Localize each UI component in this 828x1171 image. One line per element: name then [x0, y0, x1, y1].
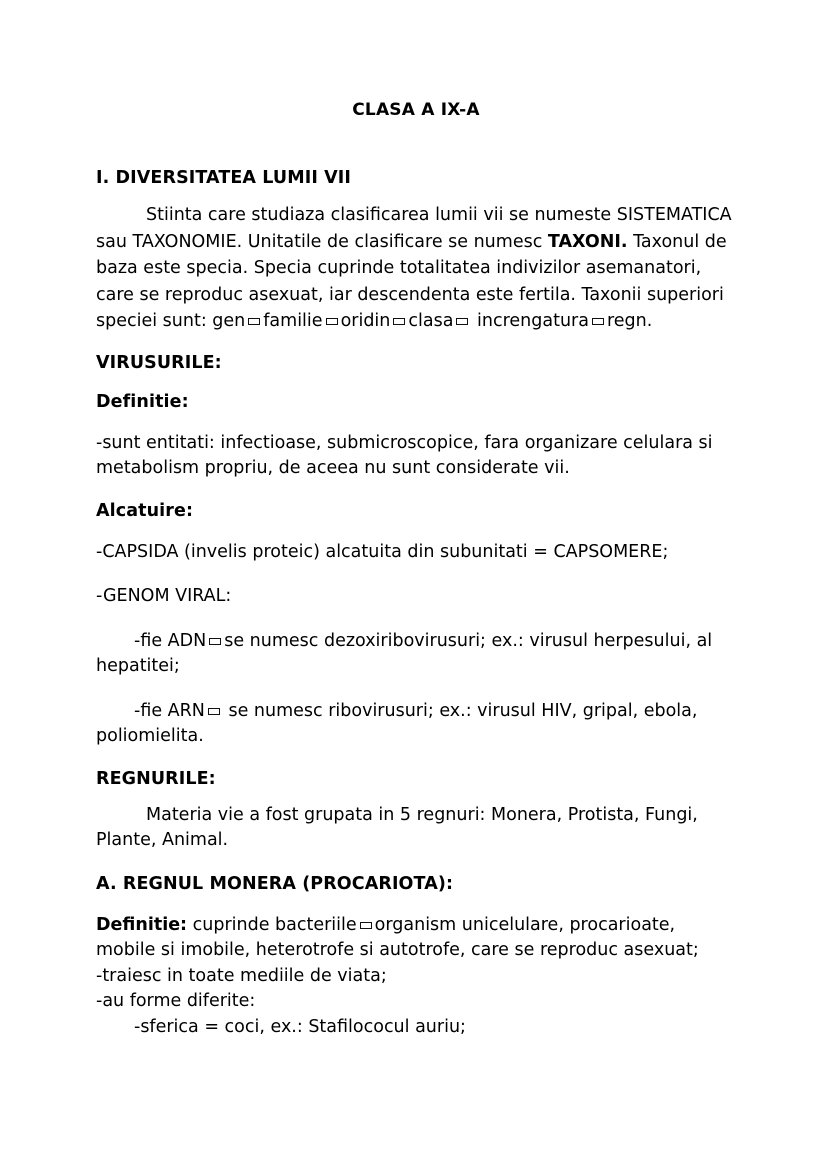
spacer — [96, 412, 736, 431]
taxon-rank-oridin: oridin — [340, 311, 391, 331]
spacer — [96, 610, 736, 629]
paragraph-text-part2: Taxonul de baza este specia. Specia cuprinde totalitatea indivizilor asemanatori, care se reproduc asexuat, iar descendenta este fertila. Taxonii superiori speciei sunt: gen — [96, 231, 727, 331]
spacer — [96, 854, 736, 874]
spacer — [96, 120, 736, 168]
adn-description: se numesc dezoxiribovirusuri; ex.: virusul herpesului, al hepatitei; — [96, 630, 713, 676]
adn-label: -fie ADN — [134, 630, 207, 651]
missing-glyph-icon — [209, 638, 221, 645]
monera-definition-part2: organism unicelulare, procarioate, mobile si imobile, heterotrofe si autotrofe, care se reproduc asexuat; — [96, 914, 699, 960]
taxoni-bold-term: TAXONI. — [547, 231, 628, 252]
paragraph-capsida: -CAPSIDA (invelis proteic) alcatuita din subunitati = CAPSOMERE; — [96, 541, 669, 562]
spacer — [96, 750, 736, 769]
monera-definition-part1: cuprinde bacteriile — [187, 914, 357, 935]
paragraph-adn — [96, 629, 736, 680]
spacer — [96, 680, 736, 699]
spacer — [96, 335, 736, 353]
paragraph-medii-viata: -traiesc in toate mediile de viata; — [96, 965, 387, 986]
taxon-rank-regn: regn. — [606, 311, 653, 331]
taxon-rank-increngatura: increngatura — [477, 311, 589, 331]
spacer — [96, 894, 736, 913]
spacer — [96, 565, 736, 584]
paragraph-genom-viral: -GENOM VIRAL: — [96, 586, 232, 606]
section-heading-monera: A. REGNUL MONERA (PROCARIOTA): — [96, 873, 454, 894]
spacer — [96, 521, 736, 540]
page-title: CLASA A IX-A — [352, 100, 480, 120]
definitie-bold-label: Definitie: — [96, 914, 188, 935]
missing-glyph-icon — [326, 318, 338, 325]
paragraph-arn — [96, 699, 736, 750]
missing-glyph-icon — [592, 318, 604, 325]
arn-label: -fie ARN — [134, 700, 205, 721]
paragraph-regnuri: Materia vie a fost grupata in 5 regnuri: Monera, Protista, Fungi, Plante, Animal. — [96, 804, 698, 850]
missing-glyph-icon — [456, 318, 468, 325]
paragraph-text-part1: Stiinta care studiaza clasificarea lumii vii se numeste SISTEMATICA sau TAXONOMIE. Unitatile de clasificare se numesc — [96, 205, 732, 252]
paragraph-definitie-virus: -sunt entitati: infectioase, submicroscopice, fara organizare celulara si metabolism propriu, de aceea nu sunt considerate vii. — [96, 432, 713, 478]
paragraph-definitie-monera — [96, 913, 736, 964]
paragraph-forma-sferica: -sferica = coci, ex.: Stafilococul auriu; — [134, 1016, 466, 1037]
missing-glyph-icon — [248, 318, 260, 325]
spacer — [96, 789, 736, 803]
missing-glyph-icon — [360, 922, 372, 929]
taxon-rank-familie: familie — [263, 311, 323, 331]
subheading-definitie-virus: Definitie: — [96, 391, 189, 412]
arn-description: se numesc ribovirusuri; ex.: virusul HIV, gripal, ebola, poliomielita. — [96, 700, 698, 746]
spacer — [96, 373, 736, 392]
paragraph-sistematica — [96, 202, 736, 335]
spacer — [96, 188, 736, 202]
paragraph-forme-diferite: -au forme diferite: — [96, 991, 256, 1011]
missing-glyph-icon — [208, 708, 220, 715]
subheading-alcatuire: Alcatuire: — [96, 500, 194, 521]
section-heading-virusurile: VIRUSURILE: — [96, 352, 222, 373]
missing-glyph-icon — [393, 318, 405, 325]
spacer — [96, 482, 736, 501]
section-heading-regnurile: REGNURILE: — [96, 768, 216, 789]
section-heading-diversitatea: I. DIVERSITATEA LUMII VII — [96, 168, 352, 188]
taxon-rank-clasa: clasa — [408, 311, 454, 331]
